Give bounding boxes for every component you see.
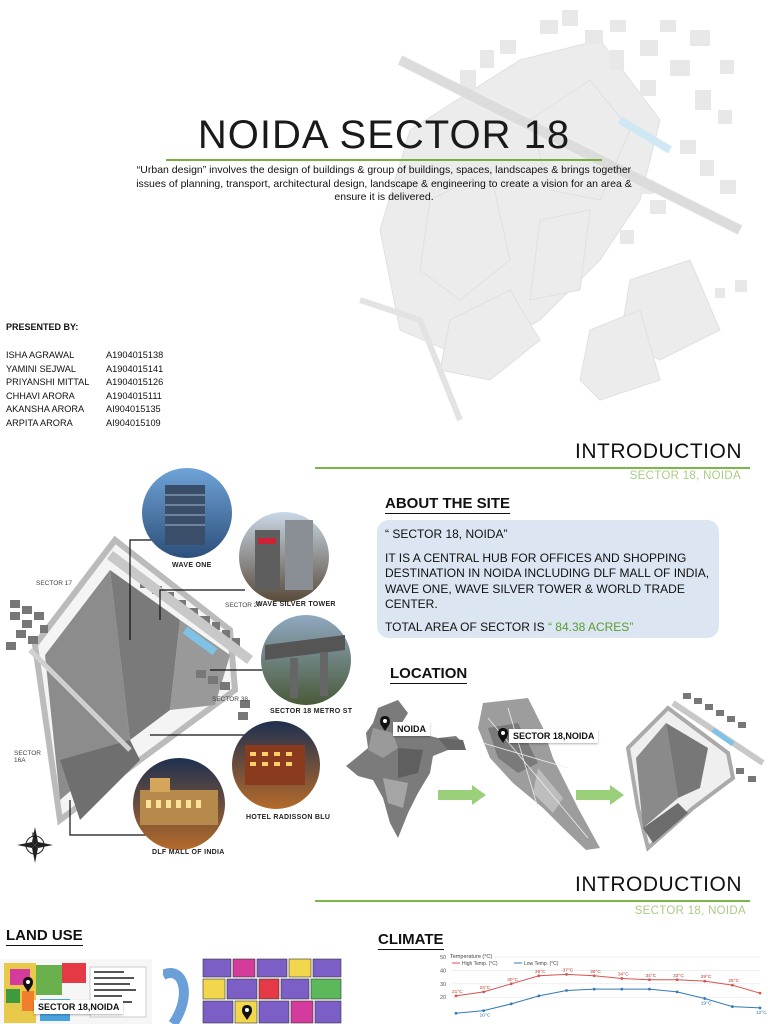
member-name: CHHAVI ARORA [6, 390, 75, 401]
map-label-sector17: SECTOR 17 [36, 580, 73, 587]
member-id: A1904015138 [106, 350, 164, 360]
data-point [510, 982, 513, 985]
member-row [6, 376, 163, 390]
chart-legend [452, 961, 559, 967]
site-map-illustration [0, 460, 360, 865]
data-point [676, 978, 679, 981]
data-label: 21°C [452, 989, 463, 995]
y-tick-label: 30 [440, 981, 447, 988]
area-prefix: TOTAL AREA OF SECTOR IS [385, 619, 548, 634]
data-point [482, 1009, 485, 1012]
location-maps [338, 688, 768, 863]
caption-wave-silver: WAVE SILVER TOWER [256, 601, 336, 608]
about-quote: “ SECTOR 18, NOIDA” [385, 527, 508, 541]
title-underline [166, 159, 602, 161]
pin-label-noida: NOIDA [393, 722, 430, 736]
member-row [6, 363, 163, 377]
member-name: AKANSHA ARORA [6, 404, 85, 414]
member-name: ISHA AGRAWAL [6, 350, 75, 360]
member-row [6, 403, 163, 417]
data-point [538, 974, 541, 977]
pin-label-sector18: SECTOR 18,NOIDA [509, 729, 598, 743]
data-point [620, 977, 623, 980]
compass-label: N [32, 833, 37, 839]
land-use-sector-map [163, 955, 345, 1024]
data-label: 37°C [562, 968, 574, 974]
data-label: 34°C [645, 973, 657, 979]
data-label: 30°C [507, 977, 518, 983]
map-label-sector16a: SECTOR 16A [14, 750, 41, 764]
caption-wave-one: WAVE ONE [172, 562, 212, 569]
land-use-heading: LAND USE [6, 927, 83, 944]
data-label: 36°C [590, 969, 601, 975]
pin-label-sector18: SECTOR 18,NOIDA [34, 1000, 123, 1014]
data-label: 33°C [673, 973, 684, 979]
member-list [6, 349, 163, 430]
data-label: 36°C [534, 969, 546, 975]
member-row [6, 349, 163, 363]
data-label: 34°C [617, 972, 629, 978]
data-point [565, 989, 568, 992]
member-row [6, 390, 163, 404]
y-tick-label: 40 [440, 968, 447, 975]
data-point [455, 994, 458, 997]
data-label: 19°C [700, 1001, 712, 1007]
member-id: AI904015109 [106, 417, 161, 428]
site-plan-thumbnail [628, 693, 763, 848]
wave-one-photo [142, 468, 232, 558]
chart-title: Temperature (°C) [450, 954, 493, 960]
data-point [510, 1003, 513, 1006]
data-label: 29°C [700, 975, 712, 981]
hotel-radisson-photo [232, 721, 320, 809]
data-point [703, 997, 706, 1000]
data-label: 25°C [728, 979, 740, 985]
data-point [538, 994, 541, 997]
introduction-slide-2 [0, 865, 768, 1024]
data-point [620, 988, 623, 991]
site-plan-background [340, 0, 768, 440]
caption-metro: SECTOR 18 METRO ST [270, 708, 353, 715]
series-line [456, 974, 760, 995]
data-point [593, 988, 596, 991]
presented-by-label: PRESENTED BY: [6, 322, 79, 332]
data-point [759, 992, 762, 995]
data-point [565, 973, 568, 976]
legend-label: High Temp. (°C) [462, 961, 498, 967]
section-title: INTRODUCTION [575, 440, 742, 463]
section-subtitle: SECTOR 18, NOIDA [634, 905, 746, 917]
introduction-slide [0, 440, 768, 865]
member-row [6, 417, 163, 431]
quote-line: “Urban design” involves the design of buildings & group of buildings, spaces, landscapes & brings together [136, 164, 632, 176]
data-point [593, 974, 596, 977]
member-id: AI904015135 [106, 404, 161, 414]
area-value: “ 84.38 ACRES” [547, 619, 634, 634]
india-map [346, 700, 466, 838]
about-site-box [377, 520, 719, 638]
arrow-right-icon [576, 785, 624, 805]
title-underline [315, 467, 750, 469]
location-heading: LOCATION [390, 665, 468, 682]
dlf-mall-photo [133, 758, 225, 850]
data-point [648, 978, 651, 981]
quote-line: issues of planning, transport, architectural design, landscape & engineering to create a vision for an area & [136, 177, 632, 190]
member-id: A1904015141 [106, 363, 164, 374]
chart-series [452, 967, 767, 1018]
map-label-sector27: SECTOR 27 [225, 602, 262, 609]
data-label: 24°C [479, 985, 491, 991]
y-tick-label: 20 [440, 995, 447, 1002]
caption-dlf: DLF MALL OF INDIA [152, 849, 225, 856]
data-point [482, 990, 485, 993]
climate-chart [430, 951, 768, 1024]
data-label: 12°C [756, 1010, 767, 1016]
member-name: YAMINI SEJWAL [6, 363, 76, 374]
data-point [731, 1005, 734, 1008]
data-label: 10°C [479, 1013, 491, 1019]
title-underline [315, 900, 750, 902]
about-site-heading: ABOUT THE SITE [385, 495, 511, 512]
member-name: PRIYANSHI MITTAL [6, 377, 90, 387]
page-title: NOIDA SECTOR 18 [197, 113, 571, 157]
caption-radisson: HOTEL RADISSON BLU [246, 814, 331, 821]
noida-map [478, 698, 600, 850]
wave-silver-tower-photo [239, 512, 329, 602]
map-label-sector38: SECTOR 38 [212, 696, 249, 703]
y-tick-label: 50 [440, 955, 447, 961]
data-point [648, 988, 651, 991]
data-point [676, 990, 679, 993]
member-id: A1904015126 [106, 377, 164, 387]
member-id: A1904015111 [106, 390, 162, 401]
climate-heading: CLIMATE [378, 931, 444, 948]
data-point [731, 984, 734, 987]
area-line [385, 620, 711, 636]
data-point [759, 1007, 762, 1010]
member-name: ARPITA ARORA [6, 417, 73, 428]
urban-design-quote [100, 164, 668, 205]
series-line [456, 989, 760, 1013]
quote-line: ensure it is delivered. [334, 191, 434, 203]
about-description: IT IS A CENTRAL HUB FOR OFFICES AND SHOPPING DESTINATION IN NOIDA INCLUDING DLF MALL OF INDIA, WAVE ONE, WAVE SILVER TOWER & WORLD TRADE CENTER. [385, 550, 710, 611]
data-point [703, 980, 706, 983]
section-title: INTRODUCTION [575, 873, 742, 896]
section-subtitle: SECTOR 18, NOIDA [629, 470, 741, 482]
title-slide [0, 0, 768, 440]
data-point [455, 1012, 458, 1015]
arrow-right-icon [438, 785, 486, 805]
legend-label: Low Temp. (°C) [524, 961, 559, 967]
land-use-master-plan [0, 959, 152, 1024]
